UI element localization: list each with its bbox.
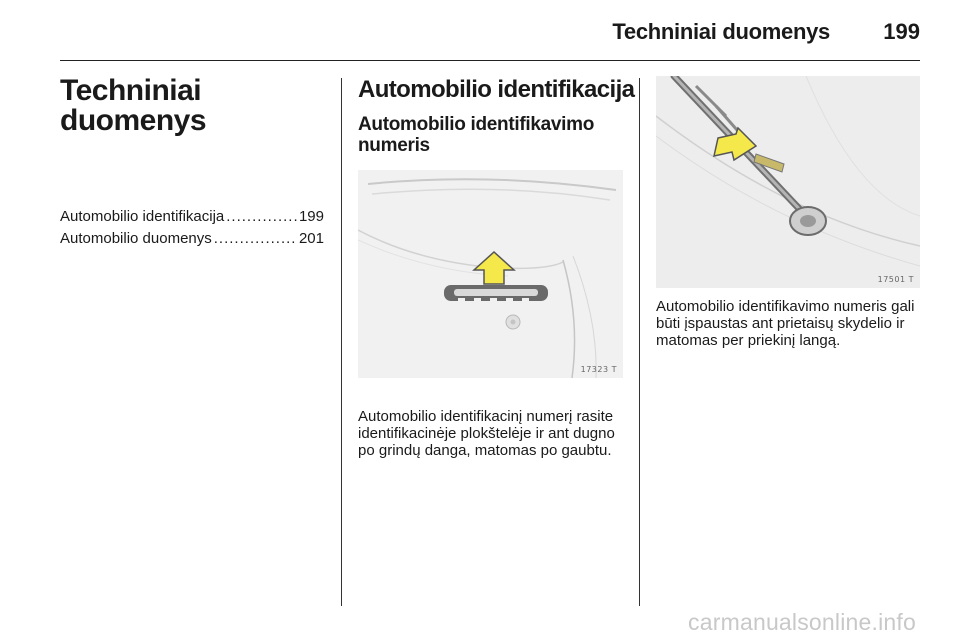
windshield-vin-illustration: [656, 76, 920, 288]
column-divider: [639, 78, 640, 606]
page-header: [60, 0, 920, 61]
table-of-contents: [60, 206, 324, 250]
subsection-title: Automobilio identifikavimo numeris: [358, 114, 595, 156]
column-divider: [341, 78, 342, 606]
section-column: [358, 76, 635, 459]
vin-plate-figure: [358, 170, 623, 378]
header-title: Techniniai duomenys: [612, 19, 830, 44]
chapter-title-line1: Techniniai: [60, 74, 202, 107]
section-title: Automobilio identifikacija: [358, 76, 635, 103]
chapter-column: [60, 76, 324, 250]
toc-entry-label: Automobilio identifikacija: [60, 208, 225, 225]
toc-leader-dots: [214, 228, 297, 250]
vin-plate-paragraph: Automobilio identifikacinį numerį rasite identifikacinėje plokštelėje ir ant dugno po grindų danga, matomas po gaubtu.: [358, 408, 615, 459]
floor-vin-illustration: [358, 170, 623, 378]
windshield-vin-paragraph: Automobilio identifikavimo numeris gali būti įspaustas ant prietaisų skydelio ir matomas per priekinį langą.: [656, 298, 915, 349]
windshield-column: [656, 76, 920, 349]
toc-entry[interactable]: [60, 228, 324, 250]
chapter-title-line2: duomenys: [60, 104, 207, 137]
page-number: 199: [883, 19, 920, 44]
toc-entry-page: 199: [298, 208, 324, 225]
toc-leader-dots: [226, 206, 297, 228]
windshield-vin-figure: [656, 76, 920, 288]
toc-entry-label: Automobilio duomenys: [60, 230, 212, 247]
chapter-title: [60, 76, 324, 136]
toc-entry[interactable]: [60, 206, 324, 228]
figure-code: 17501 T: [877, 275, 914, 284]
figure-code: 17323 T: [580, 365, 617, 374]
toc-entry-page: 201: [298, 230, 324, 247]
watermark: carmanualsonline.info: [688, 609, 916, 635]
